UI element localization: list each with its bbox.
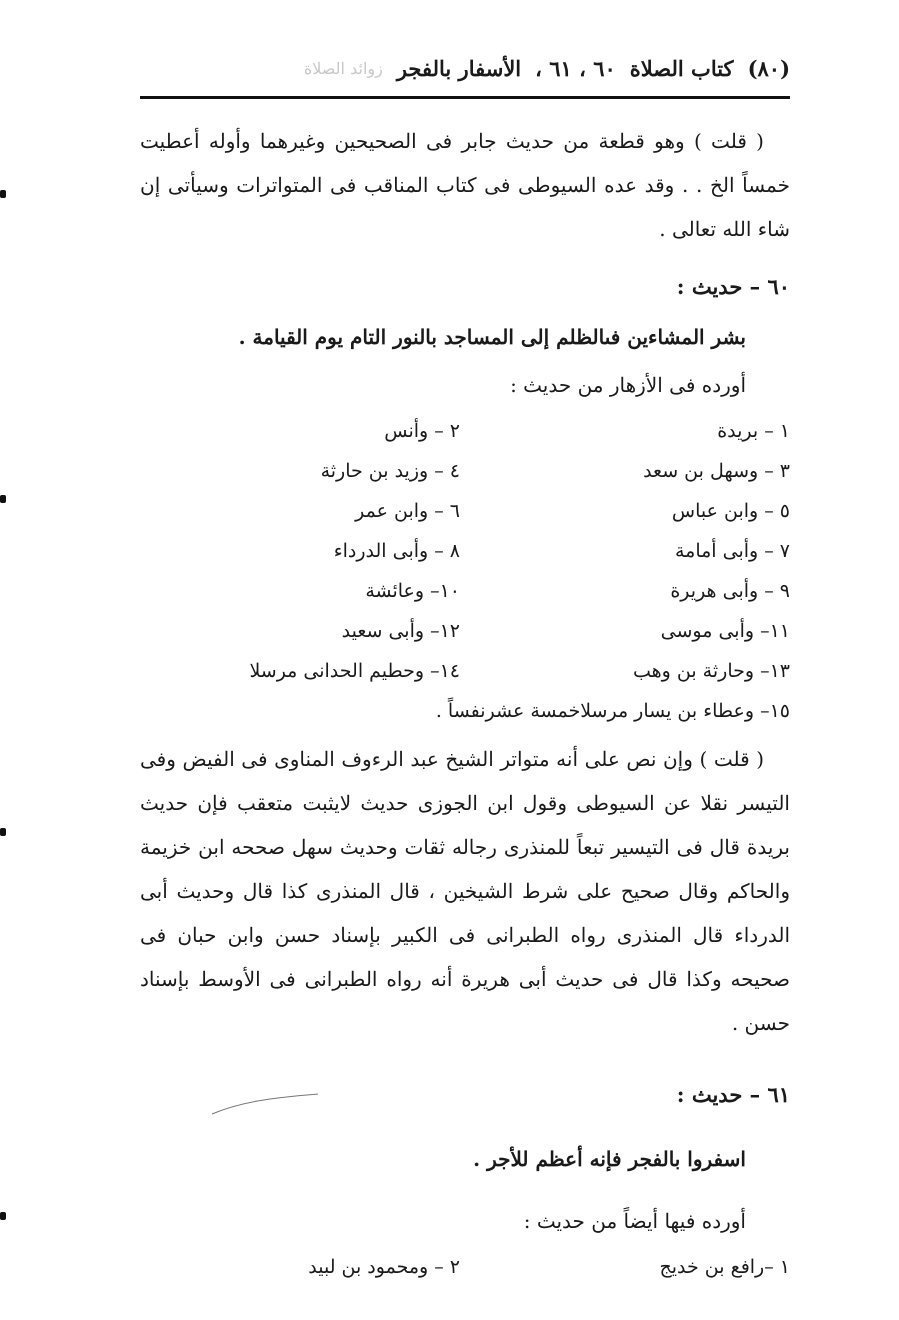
section-60-intro: أورده فى الأزهار من حديث : (510, 373, 746, 397)
narrator-item: ١٥– وعطاء بن يسار مرسلاخمسة عشرنفساً . (435, 700, 790, 722)
narrator-item: ٦ – وابن عمر (355, 500, 460, 522)
section-61-intro: أورده فيها أيضاً من حديث : (523, 1209, 746, 1233)
narrator-item: ١٢– وأبى سعيد (341, 620, 460, 642)
section-numbers: ٦٠ ، ٦١ ، (535, 55, 616, 81)
narrator-item: ١٣– وحارثة بن وهب (632, 660, 790, 682)
narrator-item: ٢ – ومحمود بن لبيد (308, 1256, 460, 1278)
narrator-item: ٩ – وأبى هريرة (670, 580, 790, 602)
section-61-hadith: اسفروا بالفجر فإنه أعظم للأجر . (473, 1147, 746, 1171)
narrator-item: ١٤– وحطيم الحدانى مرسلا (249, 660, 460, 682)
margin-mark-1 (0, 190, 6, 198)
margin-mark-3 (0, 828, 6, 836)
narrator-item: ٨ – وأبى الدرداء (333, 540, 460, 562)
faded-header-text: زوائد الصلاة (303, 58, 383, 78)
section-title: الأسفار بالفجر (396, 55, 522, 81)
narrator-item: ١١– وأبى موسى (660, 620, 790, 642)
section-60-heading: ٦٠ – حديث : (676, 274, 790, 299)
top-paragraph (140, 119, 790, 251)
narrator-item: ١ – بريدة (717, 420, 790, 442)
section-60-comment-text: ( قلت ) وإن نص على أنه متواتر الشيخ عبد الرءوف المناوى فى الفيض وفى التيسر نقلا عن السيوطى وقول ابن الجوزى حديث لايثبت متعقب فإن حديث بريدة قال فى التيسير تبعاً للمنذرى رجاله ثقات وحديث سهل صححه ابن خزيمة والحاكم وقال صحيح على شرط الشيخين ، قال المنذرى كذا قال وحديث أبى الدرداء قال المنذرى رواه الطبرانى فى الكبير بإسناد حسن وابن حبان فى صحيحه وكذا قال فى حديث أبى هريرة أنه رواه الطبرانى فى الأوسط بإسناد حسن . (140, 747, 790, 1035)
narrator-item: ٧ – وأبى أمامة (674, 540, 790, 562)
narrator-item: ١ –رافع بن خديج (659, 1256, 790, 1278)
narrator-item: ٣ – وسهل بن سعد (643, 460, 790, 482)
section-60-comment (140, 737, 790, 1045)
section-60-narrators (140, 411, 790, 731)
top-paragraph-text: ( قلت ) وهو قطعة من حديث جابر فى الصحيحين وغيرهما وأوله أعطيت خمساً الخ . . وقد عده السيوطى فى كتاب المناقب فى المتواترات وسيأتى إن شاء الله تعالى . (140, 129, 790, 241)
page-number: (٨٠) (747, 55, 790, 81)
section-61-narrators (140, 1247, 790, 1287)
book-page (140, 48, 790, 1293)
narrator-item: ١٠– وعائشة (365, 580, 460, 602)
section-61-heading: ٦١ – حديث : (676, 1082, 790, 1107)
section-60-hadith: بشر المشاءين فىالظلم إلى المساجد بالنور التام يوم القيامة . (238, 325, 746, 349)
running-header (140, 48, 790, 88)
narrator-item: ٢ – وأنس (384, 420, 460, 442)
margin-mark-2 (0, 495, 6, 503)
narrator-item: ٥ – وابن عباس (671, 500, 790, 522)
margin-mark-4 (0, 1212, 6, 1220)
narrator-item: ٤ – وزيد بن حارثة (320, 460, 460, 482)
book-title: كتاب الصلاة (629, 55, 734, 81)
header-rule (140, 96, 790, 99)
